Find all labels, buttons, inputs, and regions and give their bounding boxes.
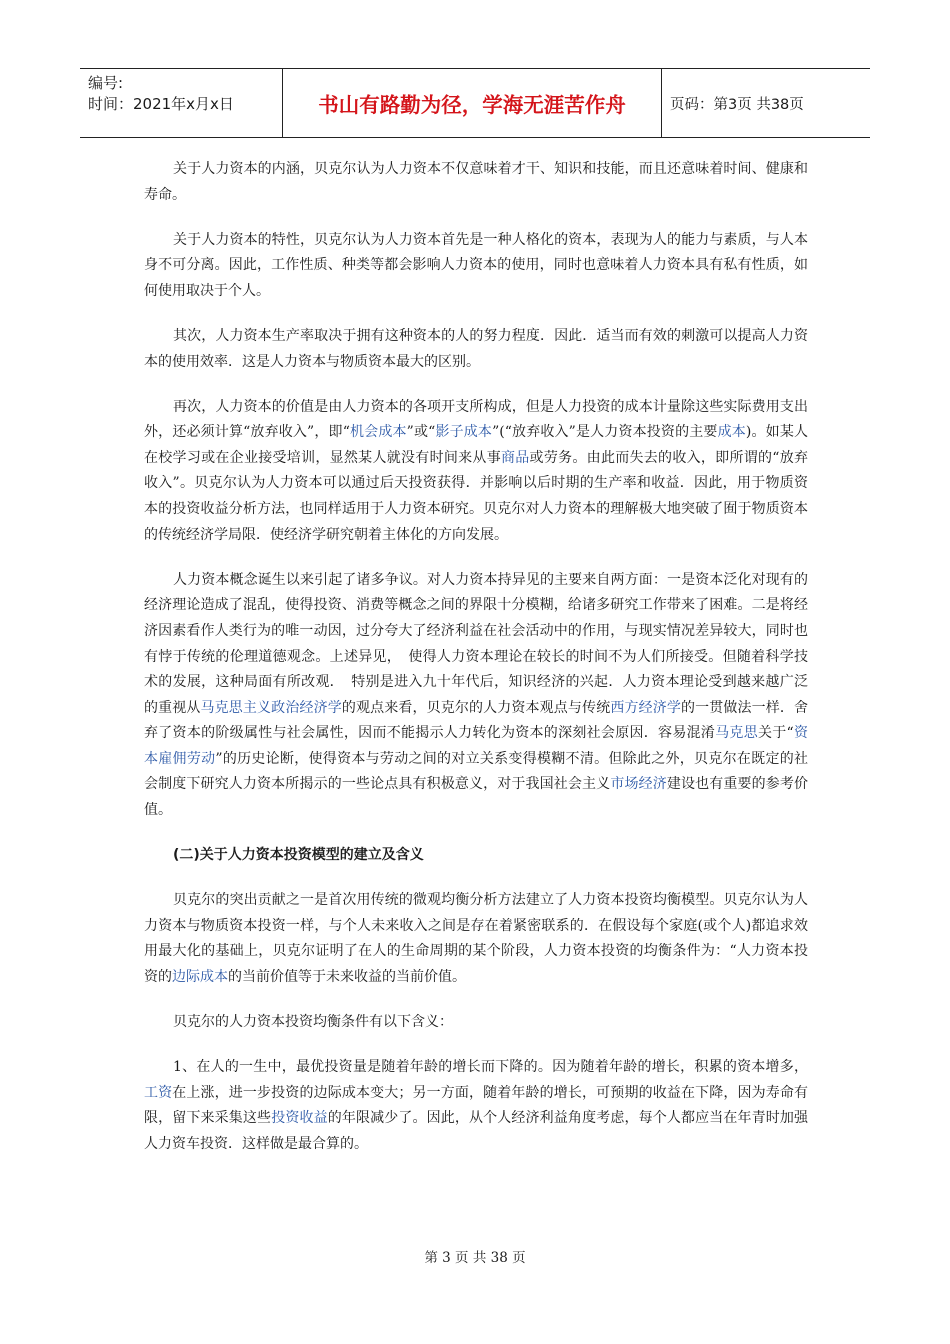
paragraph-text: (二)关于人力资本投资模型的建立及含义 [173, 847, 424, 864]
inline-link[interactable]: 资本雇佣劳动 [144, 725, 808, 767]
page-footer: 第 3 页 共 38 页 [424, 1250, 526, 1266]
document-body [144, 157, 808, 1177]
header-page-info: 页码：第3页 共38页 [670, 96, 804, 113]
inline-link[interactable]: 机会成本 [349, 424, 407, 441]
inline-link[interactable]: 市场经济 [610, 776, 667, 793]
inline-link[interactable]: 西方经济学 [610, 699, 681, 716]
inline-link[interactable]: 马克思主义政治经济学 [200, 699, 342, 716]
paragraph-text: 的当前价值等于未来收益的当前价值。 [228, 969, 466, 986]
paragraph-text: 1、在人的一生中，最优投资量是随着年龄的增长而下降的。因为随着年龄的增长，积累的资本增多， [173, 1059, 808, 1076]
body-paragraph [144, 888, 808, 990]
body-paragraph [144, 157, 808, 208]
header-motto: 书山有路勤为径，学海无涯苦作舟 [282, 69, 662, 137]
header-meta [80, 69, 282, 137]
inline-link[interactable]: 成本 [717, 424, 746, 441]
paragraph-text: 再次，人力资本的价值是由人力资本的各项开支所构成，但是人力投资的成本计量除这些实际费用支出外，还必须计算“放弃收入”，即“ [144, 398, 808, 441]
body-paragraph [144, 228, 808, 305]
paragraph-text: 建设也有重要的参考价值。 [144, 776, 809, 819]
page-header [80, 68, 870, 138]
document-number-label: 编号: [88, 74, 124, 92]
inline-link[interactable]: 边际成本 [172, 969, 228, 986]
body-paragraph [144, 395, 808, 549]
paragraph-text: 或劳务。由此而失去的收入，即所谓的“放弃收入”。贝克尔认为人力资本可以通过后天投资获得．并影响以后时期的生产率和收益．因此，用于物质资本的投资收益分析方法，也同样适用于人力资本研究。贝克尔对人力资本的理解极大地突破了囿于物质资本的传统经济学局限．使经济学研究朝着主体化的方向发展。 [144, 449, 809, 543]
paragraph-text: 贝克尔的突出贡献之一是首次用传统的微观均衡分析方法建立了人力资本投资均衡模型。贝克尔认为人力资本与物质资本投资一样，与个人未来收入之间是存在着紧密联系的．在假设每个家庭(或个人)都追求效用最大化的基础上，贝克尔证明了在人的生命周期的某个阶段，人力资本投资的均衡条件为：“人力资本投资的 [144, 892, 808, 986]
paragraph-text: ”的历史论断，使得资本与劳动之间的对立关系变得模糊不清。但除此之外，贝克尔在既定的社会制度下研究人力资本所揭示的一些论点具有积极意义，对于我国社会主义 [144, 750, 809, 793]
paragraph-text: 关于人力资本的内涵，贝克尔认为人力资本不仅意味着才干、知识和技能，而且还意味着时间、健康和寿命。 [144, 161, 808, 203]
paragraph-text: 的年限减少了。因此，从个人经济利益角度考虑，每个人都应当在年青时加强人力资车投资．这样做是最合算的。 [144, 1110, 809, 1152]
paragraph-text: 人力资本概念诞生以来引起了诸多争议。对人力资本持异见的主要来自两方面：一是资本泛化对现有的经济理论造成了混乱，使得投资、消费等概念之间的界限十分模糊，给诸多研究工作带来了困难。二是将经济因素看作人类行为的唯一动因，过分夸大了经济利益在社会活动中的作用，与现实情况差异较大，同时也有悖于传统的伦理道德观念。上述异见， 使得人力资本理论在较长的时间不为人们所接受。但随着科学技术的发展，这种局面有所改观． 特别是进入九十年代后，知识经济的兴起．人力资本理论受到越来越广泛的重视从 [144, 571, 808, 716]
inline-link[interactable]: 工资 [144, 1084, 173, 1101]
paragraph-text: ”或“ [406, 424, 436, 441]
inline-link[interactable]: 投资收益 [271, 1110, 328, 1127]
body-paragraph [144, 1010, 808, 1036]
paragraph-text: )。如某人在校学习或在企业接受培训，显然某人就没有时间来从事 [144, 424, 809, 466]
paragraph-text: 关于“ [758, 725, 794, 742]
paragraph-text: 贝克尔的人力资本投资均衡条件有以下含义： [173, 1014, 453, 1031]
paragraph-text: 的观点来看，贝克尔的人力资本观点与传统 [341, 699, 611, 716]
body-paragraph [144, 324, 808, 375]
document-date: 时间：2021年x月x日 [88, 95, 234, 113]
inline-link[interactable]: 影子成本 [435, 424, 493, 441]
body-paragraph [144, 1055, 808, 1157]
paragraph-text: 的一贯做法一样．舍弃了资本的阶级属性与社会属性，因而不能揭示人力转化为资本的深刻社会原因．容易混淆 [144, 699, 809, 742]
paragraph-text: 关于人力资本的特性，贝克尔认为人力资本首先是一种人格化的资本，表现为人的能力与素质，与人本身不可分离。因此，工作性质、种类等都会影响人力资本的使用，同时也意味着人力资本具有私有性质，如何使用取决于个人。 [144, 231, 808, 299]
paragraph-text: 在上涨，进一步投资的边际成本变大；另一方面，随着年龄的增长，可预期的收益在下降，因为寿命有限，留下来采集这些 [144, 1084, 809, 1127]
inline-link[interactable]: 商品 [500, 449, 530, 466]
paragraph-text: ”(“放弃收入”是人力资本投资的主要 [492, 424, 718, 441]
paragraph-text: 其次，人力资本生产率取决于拥有这种资本的人的努力程度．因此．适当而有效的刺激可以提高人力资本的使用效率．这是人力资本与物质资本最大的区别。 [144, 327, 808, 370]
inline-link[interactable]: 马克思 [715, 725, 758, 742]
body-paragraph [144, 568, 808, 824]
section-heading [144, 843, 808, 869]
